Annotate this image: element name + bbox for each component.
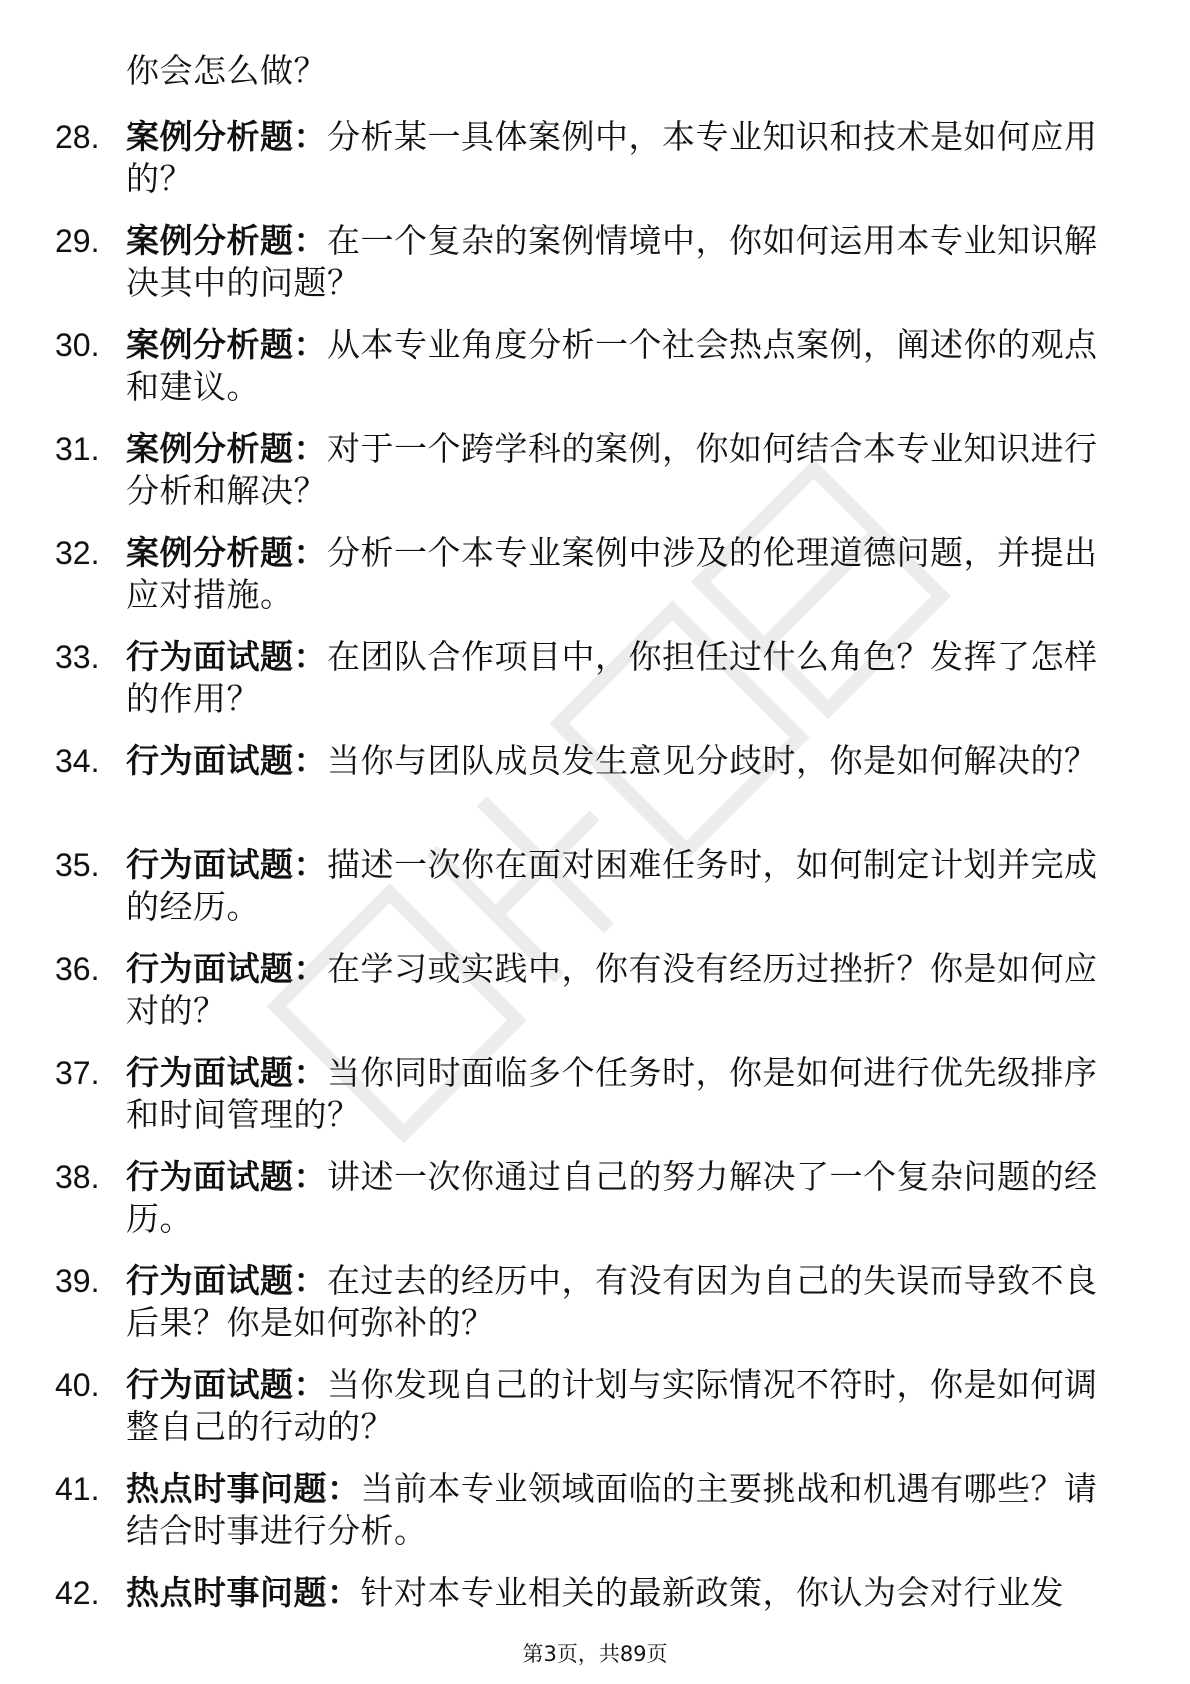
item-text xyxy=(126,636,1116,720)
item-question: 在学习或实践中，你有没有经历过挫折？你是如何应对的？ xyxy=(126,949,1098,1030)
item-category: 案例分析题： xyxy=(126,533,327,572)
item-question: 在团队合作项目中，你担任过什么角色？发挥了怎样的作用？ xyxy=(126,637,1098,718)
item-text xyxy=(126,532,1116,616)
item-question: 在一个复杂的案例情境中，你如何运用本专业知识解决其中的问题？ xyxy=(126,221,1098,302)
item-question: 对于一个跨学科的案例，你如何结合本专业知识进行分析和解决？ xyxy=(126,429,1098,510)
list-item xyxy=(0,428,1190,532)
item-question: 分析某一具体案例中，本专业知识和技术是如何应用的？ xyxy=(126,117,1098,198)
item-question: 从本专业角度分析一个社会热点案例，阐述你的观点和建议。 xyxy=(126,325,1098,406)
item-category: 行为面试题： xyxy=(126,1261,327,1300)
list-item xyxy=(0,1156,1190,1260)
item-question: 当前本专业领域面临的主要挑战和机遇有哪些？请结合时事进行分析。 xyxy=(126,1469,1098,1550)
item-category: 热点时事问题： xyxy=(126,1573,361,1612)
item-question: 当你同时面临多个任务时，你是如何进行优先级排序和时间管理的？ xyxy=(126,1053,1098,1134)
item-category: 行为面试题： xyxy=(126,1157,327,1196)
item-text xyxy=(126,1052,1116,1136)
item-number: 36. xyxy=(55,951,100,987)
list-item xyxy=(0,1260,1190,1364)
item-text xyxy=(126,220,1116,304)
item-category: 行为面试题： xyxy=(126,1365,327,1404)
item-category: 行为面试题： xyxy=(126,637,327,676)
item-text xyxy=(126,948,1116,1032)
item-text xyxy=(126,1468,1116,1552)
item-number: 33. xyxy=(55,639,100,675)
item-number: 38. xyxy=(55,1159,100,1195)
item-number: 28. xyxy=(55,119,100,155)
item-number: 34. xyxy=(55,743,100,779)
list-item xyxy=(0,116,1190,220)
list-item xyxy=(0,532,1190,636)
item-text xyxy=(126,1260,1116,1344)
item-number: 42. xyxy=(55,1575,100,1611)
item-category: 热点时事问题： xyxy=(126,1469,361,1508)
item-category: 行为面试题： xyxy=(126,741,327,780)
item-category: 行为面试题： xyxy=(126,845,327,884)
item-number: 29. xyxy=(55,223,100,259)
item-category: 案例分析题： xyxy=(126,325,327,364)
item-question: 在过去的经历中，有没有因为自己的失误而导致不良后果？你是如何弥补的？ xyxy=(126,1261,1098,1342)
list-item xyxy=(0,1468,1190,1572)
item-text xyxy=(126,324,1116,408)
item-question: 当你与团队成员发生意见分歧时，你是如何解决的？ xyxy=(327,741,1098,780)
item-category: 案例分析题： xyxy=(126,429,327,468)
item-category: 案例分析题： xyxy=(126,221,327,260)
item-category: 案例分析题： xyxy=(126,117,327,156)
item-number: 39. xyxy=(55,1263,100,1299)
item-number: 40. xyxy=(55,1367,100,1403)
list-item xyxy=(0,844,1190,948)
item-question: 讲述一次你通过自己的努力解决了一个复杂问题的经历。 xyxy=(126,1157,1098,1238)
item-number: 30. xyxy=(55,327,100,363)
list-item xyxy=(0,1052,1190,1156)
item-text xyxy=(126,740,1116,782)
list-item xyxy=(0,948,1190,1052)
item-category: 行为面试题： xyxy=(126,949,327,988)
item-question: 当你发现自己的计划与实际情况不符时，你是如何调整自己的行动的？ xyxy=(126,1365,1098,1446)
item-text xyxy=(126,1364,1116,1448)
item-text xyxy=(126,844,1116,928)
item-question: 针对本专业相关的最新政策，你认为会对行业发 xyxy=(360,1573,1064,1612)
list-item xyxy=(0,740,1190,844)
item-text xyxy=(126,116,1116,200)
item-number: 32. xyxy=(55,535,100,571)
list-item xyxy=(0,1364,1190,1468)
item-number: 41. xyxy=(55,1471,100,1507)
item-text xyxy=(126,1156,1116,1240)
list-item xyxy=(0,324,1190,428)
item-number: 37. xyxy=(55,1055,100,1091)
list-item xyxy=(0,220,1190,324)
item-category: 行为面试题： xyxy=(126,1053,327,1092)
page-footer: 第3页，共89页 xyxy=(522,1642,668,1666)
item-number: 35. xyxy=(55,847,100,883)
item-number: 31. xyxy=(55,431,100,467)
item-text xyxy=(126,1572,1116,1614)
list-item xyxy=(0,636,1190,740)
item-text xyxy=(126,428,1116,512)
question-list xyxy=(0,116,1190,1676)
continuation-text: 你会怎么做？ xyxy=(126,51,327,90)
item-question: 分析一个本专业案例中涉及的伦理道德问题，并提出应对措施。 xyxy=(126,533,1098,614)
item-question: 描述一次你在面对困难任务时，如何制定计划并完成的经历。 xyxy=(126,845,1098,926)
